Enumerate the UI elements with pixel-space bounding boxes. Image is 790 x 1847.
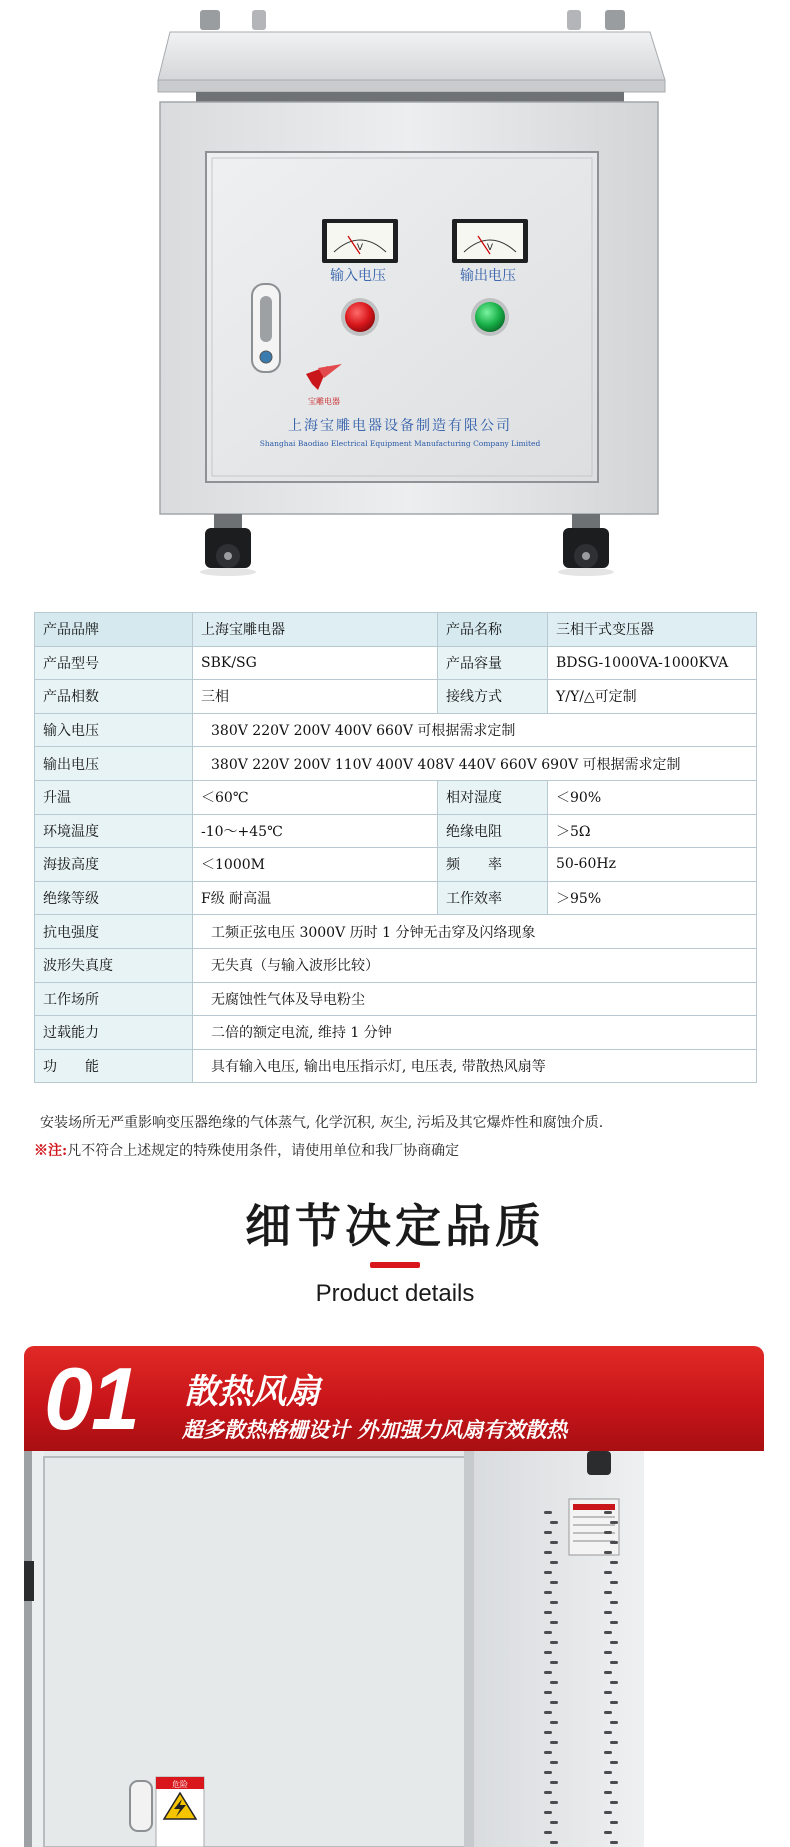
spec-row <box>35 713 757 747</box>
company-name-en: Shanghai Baodiao Electrical Equipment Manufacturing Company Limited <box>259 439 541 448</box>
spec-row <box>35 1016 757 1050</box>
vent-slot <box>604 1631 612 1634</box>
vent-slot <box>604 1751 612 1754</box>
vent-slot <box>610 1841 618 1844</box>
warning-sticker <box>156 1777 204 1847</box>
vent-slot <box>604 1511 612 1514</box>
transformer-cabinet-illustration <box>0 0 790 600</box>
vent-slot <box>604 1531 612 1534</box>
door-lock <box>130 1781 152 1831</box>
vent-slot <box>604 1771 612 1774</box>
spec-row <box>35 646 757 680</box>
spec-label: 工作场所 <box>35 982 193 1016</box>
vent-slot <box>610 1581 618 1584</box>
vent-slot <box>610 1781 618 1784</box>
door-handle <box>252 284 280 372</box>
company-name-cn: 上海宝雕电器设备制造有限公司 <box>288 418 512 434</box>
vent-slot <box>604 1591 612 1594</box>
spec-label: 频 率 <box>438 848 548 882</box>
spec-label: 产品相数 <box>35 680 193 714</box>
vent-slot <box>550 1821 558 1824</box>
feature-title: 散热风扇 <box>184 1372 320 1412</box>
spec-value: 上海宝雕电器 <box>193 613 438 647</box>
vent-slot <box>544 1831 552 1834</box>
spec-label: 升温 <box>35 780 193 814</box>
spec-row <box>35 814 757 848</box>
spec-table <box>34 612 757 1083</box>
vent-slot <box>544 1711 552 1714</box>
vent-slot <box>610 1661 618 1664</box>
vent-slot <box>544 1631 552 1634</box>
spec-label: 过载能力 <box>35 1016 193 1050</box>
vent-slot <box>544 1811 552 1814</box>
spec-value: 380V 220V 200V 110V 400V 408V 440V 660V 690V 可根据需求定制 <box>193 747 757 781</box>
vent-slot <box>550 1661 558 1664</box>
vent-slot <box>550 1781 558 1784</box>
spec-label: 环境温度 <box>35 814 193 848</box>
vent-slot <box>544 1611 552 1614</box>
spec-label: 功 能 <box>35 1049 193 1083</box>
details-title: 细节决定品质 <box>245 1199 545 1253</box>
details-subtitle: Product details <box>315 1280 475 1307</box>
vent-slot <box>604 1551 612 1554</box>
output-voltage-label: 输出电压 <box>460 268 516 284</box>
spec-row <box>35 915 757 949</box>
svg-text:危险: 危险 <box>172 1780 188 1789</box>
spec-value: ＜60℃ <box>193 780 438 814</box>
spec-label: 绝缘电阻 <box>438 814 548 848</box>
vent-slot <box>604 1731 612 1734</box>
spec-row <box>35 780 757 814</box>
spec-value: 具有输入电压, 输出电压指示灯, 电压表, 带散热风扇等 <box>193 1049 757 1083</box>
spec-label: 绝缘等级 <box>35 881 193 915</box>
vent-slot <box>550 1621 558 1624</box>
spec-row <box>35 613 757 647</box>
cooling-vents-photo <box>24 1451 764 1847</box>
vent-slot <box>550 1741 558 1744</box>
spec-row <box>35 1049 757 1083</box>
spec-value: Y/Y/△可定制 <box>548 680 757 714</box>
spec-value: 三相 <box>193 680 438 714</box>
spec-value: ＞5Ω <box>548 814 757 848</box>
feature-header <box>24 1346 764 1451</box>
spec-label: 输出电压 <box>35 747 193 781</box>
svg-text:宝雕电器: 宝雕电器 <box>308 397 340 406</box>
spec-label: 产品型号 <box>35 646 193 680</box>
vent-slot <box>544 1671 552 1674</box>
special-condition-note <box>34 1140 459 1160</box>
input-voltmeter <box>322 219 398 263</box>
spec-label: 抗电强度 <box>35 915 193 949</box>
vent-slot <box>550 1721 558 1724</box>
svg-text:V: V <box>356 243 364 253</box>
note-prefix: ※注: <box>34 1143 68 1159</box>
spec-value: BDSG-1000VA-1000KVA <box>548 646 757 680</box>
vent-slot <box>610 1701 618 1704</box>
vent-slot <box>604 1711 612 1714</box>
spec-label: 波形失真度 <box>35 948 193 982</box>
spec-label: 产品名称 <box>438 613 548 647</box>
vent-slot <box>610 1601 618 1604</box>
vent-slot <box>544 1571 552 1574</box>
vent-slot <box>550 1521 558 1524</box>
spec-row <box>35 948 757 982</box>
vent-slot <box>610 1761 618 1764</box>
vent-slot <box>550 1581 558 1584</box>
vent-slot <box>544 1731 552 1734</box>
spec-label: 产品容量 <box>438 646 548 680</box>
vent-slot <box>544 1791 552 1794</box>
spec-row <box>35 982 757 1016</box>
vent-slot <box>610 1721 618 1724</box>
vent-slot <box>604 1651 612 1654</box>
vent-slot <box>610 1521 618 1524</box>
vent-slot <box>610 1621 618 1624</box>
spec-value: SBK/SG <box>193 646 438 680</box>
vent-slot <box>610 1641 618 1644</box>
vent-slot <box>610 1541 618 1544</box>
spec-row <box>35 747 757 781</box>
vent-slot <box>544 1511 552 1514</box>
red-indicator-lamp <box>345 302 375 332</box>
vent-slot <box>544 1531 552 1534</box>
spec-value: F级 耐高温 <box>193 881 438 915</box>
vent-slot <box>550 1681 558 1684</box>
input-voltage-label: 输入电压 <box>330 268 386 284</box>
vent-slot <box>544 1591 552 1594</box>
spec-label: 工作效率 <box>438 881 548 915</box>
product-photo <box>0 0 790 600</box>
spec-value: -10～+45℃ <box>193 814 438 848</box>
vent-slot <box>550 1561 558 1564</box>
vent-slot <box>550 1841 558 1844</box>
vent-slot <box>604 1791 612 1794</box>
vent-slot <box>544 1651 552 1654</box>
spec-value: 二倍的额定电流, 维持 1 分钟 <box>193 1016 757 1050</box>
spec-value: 50-60Hz <box>548 848 757 882</box>
spec-value: 无腐蚀性气体及导电粉尘 <box>193 982 757 1016</box>
feature-description: 超多散热格栅设计 外加强力风扇有效散热 <box>182 1418 568 1442</box>
feature-card <box>24 1346 764 1847</box>
vent-slot <box>550 1701 558 1704</box>
spec-row <box>35 881 757 915</box>
spec-value: 三相干式变压器 <box>548 613 757 647</box>
vent-slot <box>604 1571 612 1574</box>
vent-slot <box>544 1771 552 1774</box>
vent-slot <box>544 1751 552 1754</box>
vent-slot <box>544 1691 552 1694</box>
details-accent-bar <box>370 1262 420 1268</box>
vent-slot <box>604 1611 612 1614</box>
vent-slot <box>544 1551 552 1554</box>
vent-slot <box>550 1601 558 1604</box>
vent-slot <box>550 1541 558 1544</box>
vent-slot <box>550 1761 558 1764</box>
vent-slot <box>604 1691 612 1694</box>
spec-label: 输入电压 <box>35 713 193 747</box>
vent-slot <box>610 1801 618 1804</box>
spec-value: 工频正弦电压 3000V 历时 1 分钟无击穿及闪络现象 <box>193 915 757 949</box>
feature-number: 01 <box>44 1349 138 1448</box>
spec-value: ＞95% <box>548 881 757 915</box>
vent-slot <box>610 1741 618 1744</box>
spec-row <box>35 848 757 882</box>
vent-slot <box>550 1641 558 1644</box>
spec-label: 产品品牌 <box>35 613 193 647</box>
vent-slot <box>604 1831 612 1834</box>
vent-slot <box>550 1801 558 1804</box>
install-note: 安装场所无严重影响变压器绝缘的气体蒸气, 化学沉积, 灰尘, 污垢及其它爆炸性和腐蚀介质. <box>40 1115 604 1131</box>
spec-value: ＜1000M <box>193 848 438 882</box>
spec-label: 接线方式 <box>438 680 548 714</box>
vent-slot <box>604 1811 612 1814</box>
spec-value: 无失真（与输入波形比较） <box>193 948 757 982</box>
vent-slot <box>610 1561 618 1564</box>
spec-table-container <box>34 612 756 1083</box>
spec-value: ＜90% <box>548 780 757 814</box>
output-voltmeter <box>452 219 528 263</box>
spec-row <box>35 680 757 714</box>
vent-slot <box>610 1681 618 1684</box>
green-indicator-lamp <box>475 302 505 332</box>
spec-label: 海拔高度 <box>35 848 193 882</box>
vent-slot <box>610 1821 618 1824</box>
note-text: 凡不符合上述规定的特殊使用条件，请使用单位和我厂协商确定 <box>67 1143 460 1159</box>
spec-value: 380V 220V 200V 400V 660V 可根据需求定制 <box>193 713 757 747</box>
spec-label: 相对湿度 <box>438 780 548 814</box>
svg-text:V: V <box>486 243 494 253</box>
vent-slot <box>604 1671 612 1674</box>
